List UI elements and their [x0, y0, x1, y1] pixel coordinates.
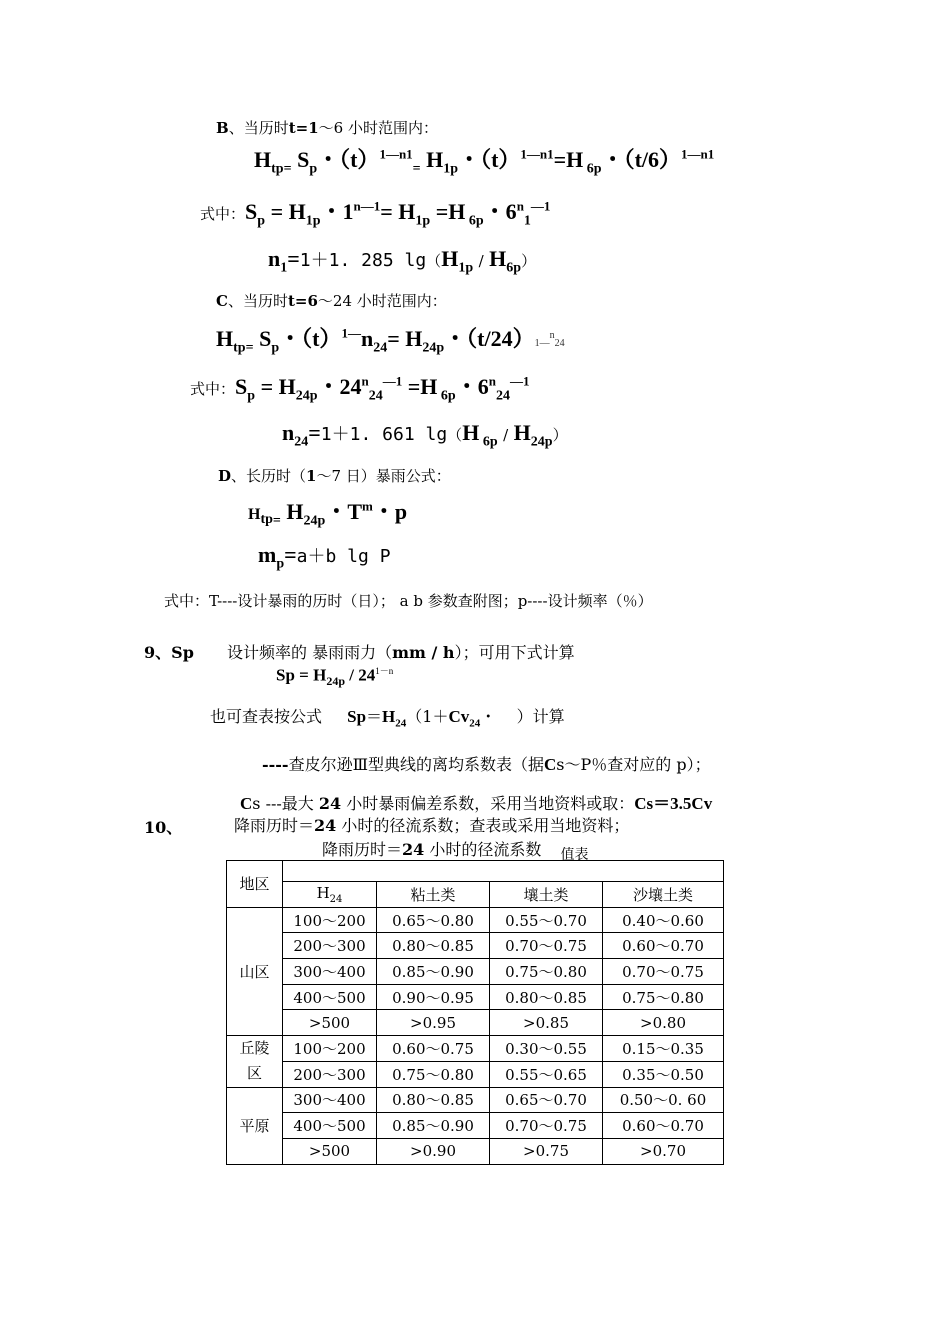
table-row	[227, 933, 724, 959]
header-h24: $H_{24}$	[283, 882, 377, 908]
cell-clay: 0.80～0.85	[377, 1087, 490, 1113]
section-b-heading: B、当历时t=1～6 小时范围内：	[216, 119, 438, 137]
table-row	[227, 1138, 724, 1164]
header-blank	[283, 861, 724, 882]
cell-loam: 0.70～0.75	[490, 933, 603, 959]
region-hills: 丘陵 区	[227, 1036, 283, 1087]
region-plain: 平原	[227, 1087, 283, 1164]
header-sandy-loam: 沙壤土类	[603, 882, 724, 908]
cell-h24: 300～400	[283, 1087, 377, 1113]
formula-htp-mid: $H_{tp=}$ $S_p$・$(t)^{1—}n_{24}= H_{24p}$・（t/24）1—$^n$24	[216, 325, 565, 356]
table-row	[227, 1010, 724, 1036]
cell-loam: 0.80～0.85	[490, 984, 603, 1010]
cell-sandy-loam: >0.70	[603, 1138, 724, 1164]
item9-phi-line: ----查皮尔逊Ⅲ型典线的离均系数表（据Cs～P％查对应的 p）；	[262, 755, 711, 774]
section-d-note: 式中：T----设计暴雨的历时（日）； a b 参数查附图；p----设计频率（％）	[164, 592, 653, 610]
cell-sandy-loam: 0.60～0.70	[603, 933, 724, 959]
header-loam: 壤土类	[490, 882, 603, 908]
cell-loam: 0.65～0.70	[490, 1087, 603, 1113]
cell-sandy-loam: 0.35～0.50	[603, 1061, 724, 1087]
cell-h24: 100～200	[283, 907, 377, 933]
item10-text: 降雨历时＝24 小时的径流系数；查表或采用当地资料；	[234, 816, 630, 835]
formula-sp-short: 式中：$S_p = H_{1p}$・$1^{n—1}= H_{1p} =H$ $_{6p}$・$6^n_1^{—1}$	[200, 198, 551, 229]
cell-loam: 0.75～0.80	[490, 959, 603, 985]
formula-sp-24: $Sp = H_{24p} / 24^{1-n}$	[276, 665, 394, 689]
cell-clay: >0.95	[377, 1010, 490, 1036]
region-mountain: 山区	[227, 907, 283, 1035]
cell-sandy-loam: 0.60～0.70	[603, 1113, 724, 1139]
cell-clay: 0.80～0.85	[377, 933, 490, 959]
item10-number: 10、	[144, 818, 183, 837]
formula-sp-mid: 式中：$S_p = H_{24p}$・$24^n_{24}^{—1} =H$ $_{6p}$・$6^n_{24}^{—1}$	[190, 373, 530, 404]
cell-clay: 0.75～0.80	[377, 1061, 490, 1087]
table-row	[227, 984, 724, 1010]
cell-h24: >500	[283, 1010, 377, 1036]
formula-n1: $n_1=1+1$. 285 $\lg(H_{1p} / H_{6p})$	[268, 246, 537, 276]
table-caption: 降雨历时＝24 小时的径流系数 值表	[322, 840, 589, 863]
cell-clay: >0.90	[377, 1138, 490, 1164]
cell-loam: 0.55～0.65	[490, 1061, 603, 1087]
cell-sandy-loam: 0.40～0.60	[603, 907, 724, 933]
cell-h24: 400～500	[283, 1113, 377, 1139]
cell-clay: 0.85～0.90	[377, 959, 490, 985]
cell-h24: 200～300	[283, 1061, 377, 1087]
cell-sandy-loam: 0.15～0.35	[603, 1036, 724, 1062]
cell-sandy-loam: 0.50～0. 60	[603, 1087, 724, 1113]
table-row	[227, 907, 724, 933]
formula-mp: $m_p=a+b$ lg P	[258, 542, 391, 572]
cell-clay: 0.60～0.75	[377, 1036, 490, 1062]
table-row	[227, 1113, 724, 1139]
table-row	[227, 959, 724, 985]
cell-h24: 200～300	[283, 933, 377, 959]
cell-h24: 100～200	[283, 1036, 377, 1062]
cell-clay: 0.85～0.90	[377, 1113, 490, 1139]
cell-loam: 0.55～0.70	[490, 907, 603, 933]
table-row	[227, 1036, 724, 1062]
formula-htp-short: $H_{tp=}$ $S_p$・$(t)^{1—n1}_=$ $H_{1p}$・$(t)^{1—n1}=H$ $_{6p}$・$(t/6)^{1—n1}$	[254, 146, 715, 177]
cell-loam: 0.70～0.75	[490, 1113, 603, 1139]
section-d-heading: D、长历时（1～7 日）暴雨公式：	[218, 467, 451, 485]
section-c-heading: C、当历时t=6～24 小时范围内：	[216, 292, 447, 310]
table-row	[227, 1061, 724, 1087]
cell-loam: >0.75	[490, 1138, 603, 1164]
table-row	[227, 1087, 724, 1113]
formula-htp-long: $H_{tp=}$ $H_{24p}$・$T^m$・p	[248, 498, 408, 529]
runoff-coefficient-table	[226, 860, 724, 1165]
item9-alt-line: 也可查表按公式 $Sp=H_{24}(1+Cv_{24}$・ ）计算	[210, 707, 565, 730]
cell-sandy-loam: 0.70～0.75	[603, 959, 724, 985]
header-clay: 粘土类	[377, 882, 490, 908]
cell-h24: >500	[283, 1138, 377, 1164]
formula-n24: $n_{24}=1+1$. 661 lg（H $_{6p} / H_{24p}$）	[282, 420, 568, 450]
item9-cs-line: Cs ---最大 24 小时暴雨偏差系数，采用当地资料或取：Cs＝3.5Cv	[240, 794, 713, 813]
item9-line: 9、Sp 设计频率的 暴雨雨力（mm / h）；可用下式计算	[144, 643, 575, 662]
cell-sandy-loam: >0.80	[603, 1010, 724, 1036]
cell-h24: 400～500	[283, 984, 377, 1010]
cell-h24: 300～400	[283, 959, 377, 985]
cell-loam: 0.30～0.55	[490, 1036, 603, 1062]
cell-clay: 0.90～0.95	[377, 984, 490, 1010]
cell-sandy-loam: 0.75～0.80	[603, 984, 724, 1010]
header-region: 地区	[227, 861, 283, 908]
cell-clay: 0.65～0.80	[377, 907, 490, 933]
cell-loam: >0.85	[490, 1010, 603, 1036]
